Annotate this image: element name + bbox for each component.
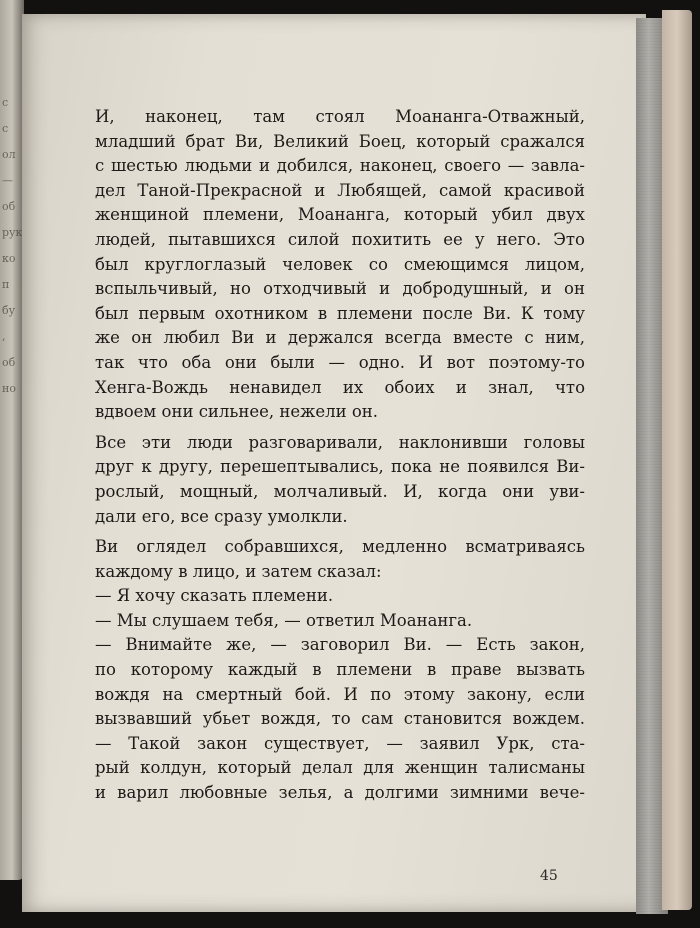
left-fragment: но: [2, 382, 16, 395]
text-line: вспыльчивый, но отходчивый и добродушный, и он: [95, 279, 585, 299]
text-line: по которому каждый в племени в праве вызвать: [95, 660, 585, 680]
left-fragment: ол: [2, 148, 16, 161]
text-line: рый колдун, который делал для женщин талисманы: [95, 758, 585, 778]
text-line: вождя на смертный бой. И по этому закону, если: [95, 684, 585, 704]
left-fragment: рук: [2, 226, 23, 239]
dialogue-line: — Мы слушаем тебя, — ответил Моананга.: [95, 610, 473, 630]
text-line: И, наконец, там стоял Моананга-Отважный,: [95, 107, 585, 126]
text-line: женщиной племени, Моананга, который убил двух: [95, 205, 585, 225]
left-fragment: ко: [2, 252, 16, 265]
left-fragment: —: [2, 174, 13, 187]
text-line: же он любил Ви и держался всегда вместе с ним,: [95, 328, 585, 348]
text-line: вызвавший убьет вождя, то сам становится вождем.: [95, 709, 585, 729]
text-line: людей, пытавшихся силой похитить ее у него. Это: [95, 229, 585, 249]
text-line: младший брат Ви, Великий Боец, который сражался: [95, 131, 585, 151]
text-line: Все эти люди разговаривали, наклонивши головы: [95, 432, 585, 452]
text-line: друг к другу, перешептывались, пока не появился Ви-: [95, 457, 585, 477]
text-line: — Такой закон существует, — заявил Урк, ста-: [95, 733, 585, 753]
text-line: так что оба они были — одно. И вот поэтому-то: [95, 352, 585, 372]
left-fragment: с: [2, 122, 9, 135]
book-cover-edge: [662, 10, 692, 910]
text-line: дел Таной-Прекрасной и Любящей, самой красивой: [95, 180, 585, 200]
text-line: Хенга-Вождь ненавидел их обоих и знал, что: [95, 377, 585, 397]
text-line: Ви оглядел собравшихся, медленно всматриваясь: [95, 537, 585, 557]
text-line: был круглоглазый человек со смеющимся лицом,: [95, 254, 585, 274]
text-line: вдвоем они сильнее, нежели он.: [95, 402, 379, 422]
page-text: [95, 105, 585, 806]
page-number: 45: [540, 868, 558, 884]
text-line: и варил любовные зелья, а долгими зимними вече-: [95, 783, 585, 803]
left-fragment: об: [2, 200, 16, 213]
text-line: — Внимайте же, — заговорил Ви. — Есть закон,: [95, 635, 585, 655]
dialogue-line: — Я хочу сказать племени.: [95, 586, 334, 606]
left-fragment: бу: [2, 304, 16, 317]
left-fragment: ,: [2, 330, 6, 343]
text-line: дали его, все сразу умолкли.: [95, 506, 348, 526]
text-line: был первым охотником в племени после Ви. К тому: [95, 303, 585, 323]
left-page-text-fragments: [2, 90, 23, 790]
text-line: каждому в лицо, и затем сказал:: [95, 561, 382, 581]
text-line: с шестью людьми и добился, наконец, своего — завла-: [95, 156, 585, 176]
left-fragment: с: [2, 96, 9, 109]
text-line: рослый, мощный, молчаливый. И, когда они уви-: [95, 481, 585, 501]
left-fragment: п: [2, 278, 10, 291]
left-fragment: об: [2, 356, 16, 369]
